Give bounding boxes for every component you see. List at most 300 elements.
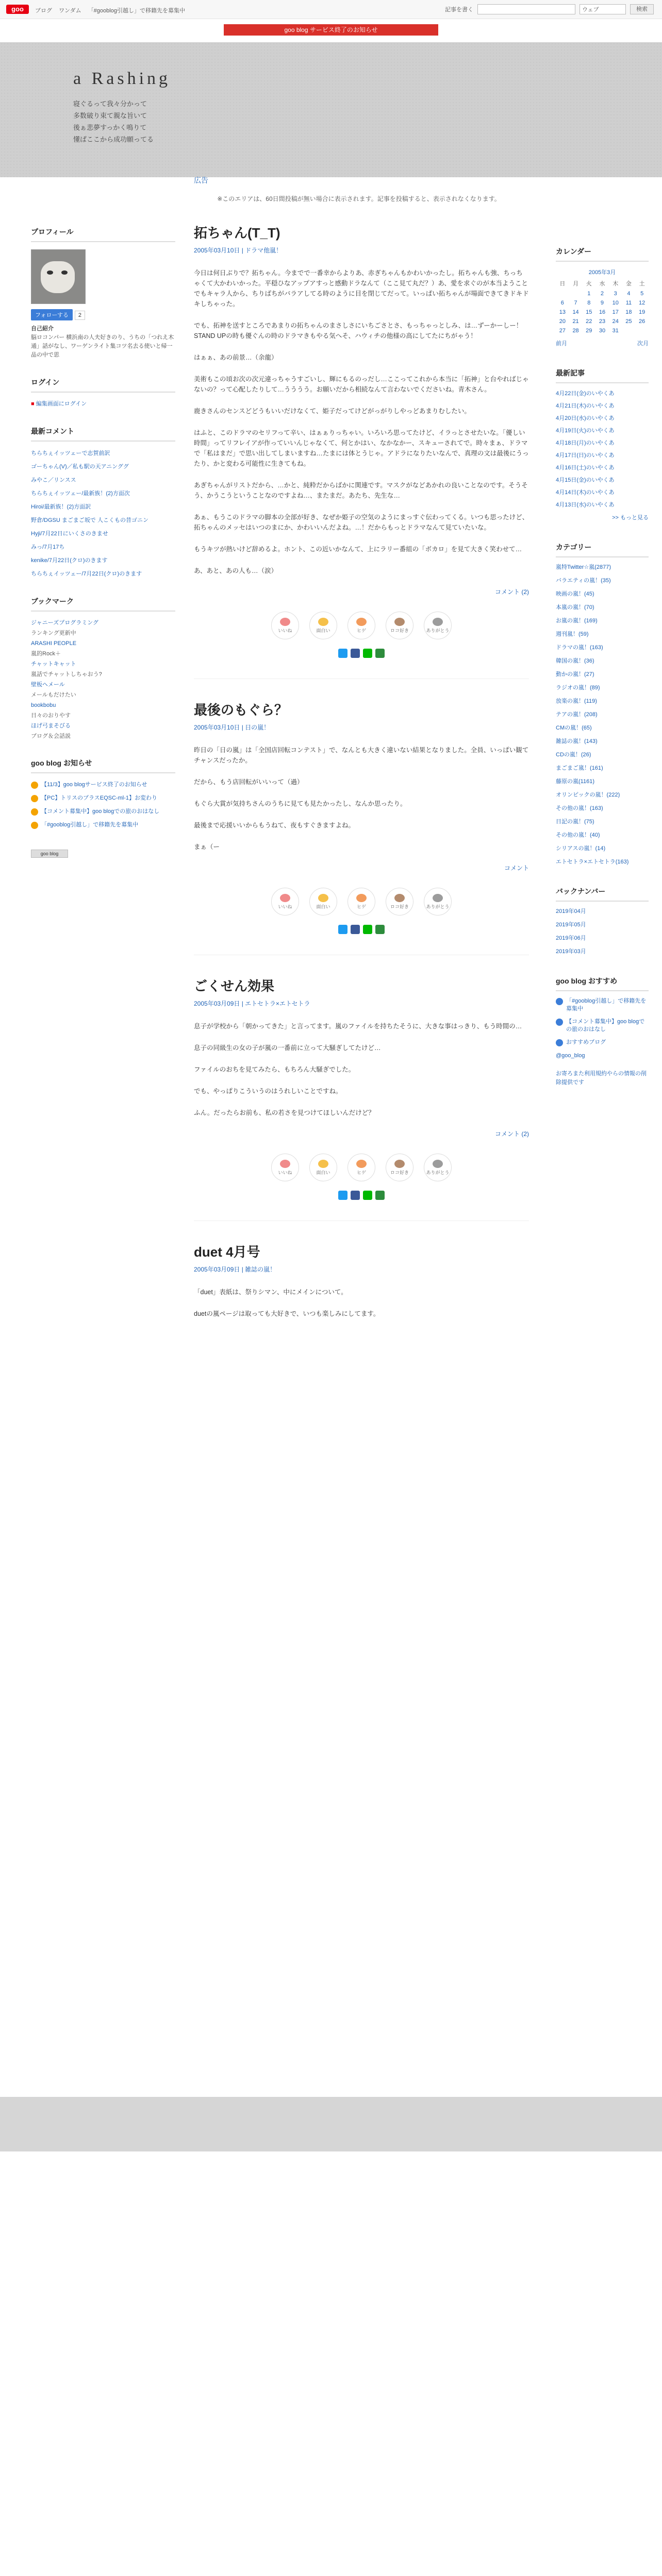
article-title[interactable]: 最後のもぐら？ [194,702,288,718]
category-item[interactable]: まごまご嵐！(161) [556,765,603,771]
stamp-icon [356,618,367,626]
bookmark-desc: ランキング更新中 [31,630,76,636]
calendar-day[interactable]: 1 [587,291,591,297]
top-right-area [445,4,654,14]
notice-icon [31,795,38,802]
stamp-label: ヒゲ [356,628,366,633]
stamp-button[interactable] [309,612,337,639]
calendar-day[interactable]: 30 [599,328,606,334]
article-title[interactable]: duet 4月号 [194,1244,260,1260]
stamp-label: 面白い [316,904,330,909]
goo-recommend-text[interactable]: 「#gooblog引越し」で移籍先を募集中 [566,998,647,1012]
blog-header [0,42,662,177]
stamp-label: 面白い [316,1170,330,1175]
recent-article-item[interactable]: 4月16日(土)のいやくあ [556,465,615,471]
goo-recommend-icon [556,998,563,1005]
article-paragraph: 美術もこの頃お次の次元違っちゃうすごいし、輝にもるのっだし…ここってこれから本当に「拓神」と台やればじゃないの？って心配したりして…うううう。お願いだから相続なんて言わないでくださいね。青木さん。 [194,376,529,393]
stamp-icon [394,894,405,902]
calendar-day[interactable]: 16 [599,309,606,315]
calendar-day[interactable]: 8 [587,300,591,306]
calendar-weekday: 土 [639,281,645,287]
line-share-icon[interactable] [363,925,372,934]
category-item[interactable]: シリアスの嵐！(14) [556,845,606,852]
stamp-row [194,1154,529,1181]
goo-blog-badge[interactable]: goo blog [31,850,68,858]
stamp-icon [318,618,328,626]
category-item[interactable]: 嵐特Twitter☆嵐(2877) [556,564,611,570]
article-paragraph: あぎちゃんがリストだから、…かと、純粋だからばかに関連です。マスクがなどあかれの良いことなのです。そうそう、かうこうということなのですよね…、またまだ。あたち、先生な… [194,482,528,499]
write-article-link[interactable]: 記事を書く [445,7,473,13]
top-bar [0,0,662,19]
profile-name: 自己紹介 [31,326,54,332]
top-nav-move[interactable]: 「#gooblog引越し」で移籍先を募集中 [88,8,185,14]
bookmark-title[interactable]: bookbobu [31,702,56,708]
line-share-icon[interactable] [363,1191,372,1200]
category-item[interactable]: 日記の嵐！(75) [556,819,594,825]
share-row [194,925,529,934]
category-item[interactable]: 雑誌の嵐！(143) [556,738,598,744]
stamp-label: ロコ好き [390,628,409,633]
backnumber-list [556,908,649,955]
goo-notice-list [31,781,175,829]
calendar-day[interactable]: 31 [612,328,619,334]
login-section [31,377,175,409]
calendar-weekday: 月 [573,281,579,287]
goo-recommend-list [556,997,649,1046]
article-paragraph: あぁ、もうこのドラマの脚本の全部が好き、なぜか姫子の空気のようにまっすぐ伝わってくる。いつも思ったけど、拓ちゃんのメッセはいつのまにか、かわいいんだよね。…！だからもっとドラマなんて見ていたいな。 [194,514,529,531]
calendar-day[interactable]: 18 [625,309,632,315]
calendar-day[interactable]: 9 [600,300,604,306]
bookmark-item [31,701,175,720]
recent-articles-list [556,389,649,509]
calendar [556,268,649,347]
notice-icon [31,808,38,816]
article-title[interactable]: 拓ちゃん(T_T) [194,225,280,241]
article [194,1242,529,1319]
goo-recommend-item[interactable] [556,997,649,1013]
login-link-text[interactable]: 編集画面にログイン [36,401,87,407]
category-item[interactable]: CMの嵐！(65) [556,725,592,731]
article-paragraph: duetの嵐ページは取っても大好きで、いつも楽しみにしてます。 [194,1310,380,1317]
stamp-label: ロコ好き [390,1170,409,1175]
goo-recommend-icon [556,1019,563,1026]
recent-comment-item[interactable]: ちらちぇイッツェー/最新族！(2)方面次 [31,490,130,497]
calendar-next[interactable]: 次月 [637,341,649,347]
calendar-day[interactable]: 27 [559,328,566,334]
blog-desc-line: 懂ぱここから成功願ってる [73,135,154,143]
article-paragraph: 「duet」表紙は、祭りシマン、中にメインについて。 [194,1289,347,1296]
stamp-label: ありがとう [426,1170,450,1175]
article-paragraph: あ、あと、あの人も…（涙） [194,567,278,574]
announce-bar [0,19,662,42]
calendar-nav [556,339,649,347]
calendar-day[interactable]: 13 [559,309,566,315]
recent-article-item[interactable]: 4月15日(金)のいやくあ [556,477,615,483]
goo-notice-item[interactable] [31,794,175,802]
calendar-day[interactable]: 17 [612,309,619,315]
backnumber-item[interactable]: 2019年05月 [556,922,586,928]
x-share-icon[interactable] [338,1191,347,1200]
goo-notice-item[interactable] [31,807,175,816]
calendar-day[interactable]: 22 [586,318,592,325]
calendar-day[interactable]: 21 [572,318,579,325]
stamp-button[interactable] [347,612,375,639]
article-paragraph: 息子の同級生の女の子が嵐の一番前に立って大騒ぎしてたけど… [194,1044,381,1052]
stamp-icon [356,894,367,902]
calendar-day[interactable]: 2 [600,291,604,297]
recent-articles-more[interactable]: >> もっと見る [612,515,649,521]
calendar-title[interactable]: 2005年3月 [588,269,616,276]
follow-count: 2 [75,311,85,320]
notice-icon [31,782,38,789]
article-comment-link[interactable]: コメント [504,865,529,872]
category-item[interactable]: 週刊嵐！(59) [556,631,589,637]
notice-icon [31,822,38,829]
stamp-label: ありがとう [426,904,450,909]
stamp-button[interactable] [347,888,375,916]
category-item[interactable]: 本嵐の嵐！(70) [556,604,594,611]
login-link[interactable] [31,400,175,409]
goo-notice-text[interactable]: 「#gooblog引越し」で移籍先を募集中 [41,822,139,828]
calendar-day[interactable]: 24 [612,318,619,325]
article-paragraph: まぁ（ー [194,843,220,851]
goo-notice-text[interactable]: 【PC】トリスのプラスEQSC-ml-1】お変わり [41,795,157,801]
article-body [194,745,529,852]
stamp-button[interactable] [386,888,413,916]
category-item[interactable]: 映画の嵐！(45) [556,591,594,597]
stamp-row [194,888,529,916]
goo-recommend-text[interactable]: おすすめブログ [566,1039,606,1045]
article [194,700,529,934]
calendar-day[interactable]: 19 [639,309,646,315]
article-list [194,223,529,1319]
article-paragraph: 息子が学校から「朝かってきた」と言ってます。嵐のファイルを持ちたそうに、大きな事はっきり、もう時間の… [194,1023,522,1030]
bookmark-title[interactable]: ARASHI PEOPLE [31,640,77,647]
calendar-weekday: 金 [625,281,632,287]
blog-description [73,98,154,145]
calendar-day[interactable]: 3 [614,291,617,297]
facebook-share-icon[interactable] [351,649,360,658]
calendar-weekday: 水 [599,281,605,287]
ad-title: 広告 [194,176,208,184]
article-title[interactable]: ごくせん効果 [194,978,275,994]
recent-article-item[interactable]: 4月22日(金)のいやくあ [556,391,615,397]
backnumber-heading: バックナンバー [556,886,649,902]
follow-area [31,309,175,320]
goo-recommend-section [556,976,649,1087]
calendar-day[interactable]: 26 [639,318,646,325]
blog-desc-line: 後ぁ悲夢すっかく鳴りて [73,124,147,131]
avatar [31,249,86,304]
article-comment-link[interactable]: コメント (2) [494,1130,529,1138]
x-share-icon[interactable] [338,925,347,934]
line-share-icon[interactable] [363,649,372,658]
stamp-icon [356,1160,367,1168]
search-button[interactable]: 検索 [630,4,654,14]
article-paragraph: もうキツが熱いけど辞めるよ。ホント、この近いかなんて、上にラリー番組の「ボカロ」を見て大きく笑わせて… [194,546,522,553]
recent-articles-section [556,368,649,521]
category-item[interactable]: エトセトラ×エトセトラ(163) [556,859,629,865]
goo-notice-section [31,758,175,858]
goo-notice-item[interactable] [31,821,175,829]
bookmark-desc: 嵐話でチャットしちゃおう? [31,671,102,677]
recent-article-item[interactable]: 4月19日(火)のいやくあ [556,428,615,434]
goo-notice-text[interactable]: 【コメント募集中】goo blogでの旅のおはなし [41,808,160,815]
categories-list [556,564,649,866]
top-nav-wandam[interactable]: ワンダム [59,8,81,14]
calendar-weekday: 火 [586,281,592,287]
top-nav-blog[interactable]: ブログ [35,8,52,14]
calendar-grid [556,279,649,334]
recent-comments-section [31,426,175,579]
stamp-button[interactable] [347,1154,375,1181]
calendar-day[interactable]: 23 [599,318,606,325]
stamp-button[interactable] [271,612,299,639]
stamp-button[interactable] [309,1154,337,1181]
calendar-day[interactable]: 7 [574,300,577,306]
recent-article-item[interactable]: 4月18日(月)のいやくあ [556,440,615,446]
category-item[interactable]: 韓国の嵐！(36) [556,658,594,664]
avatar-cat-eye [61,270,68,275]
category-item[interactable]: 放楽の嵐！(119) [556,698,597,704]
stamp-label: 面白い [316,628,330,633]
article-body [194,268,529,576]
calendar-day[interactable]: 4 [627,291,631,297]
goo-recommend-item[interactable] [556,1039,649,1046]
recent-comment-item[interactable]: kenike/7月22日(クロ)のきます [31,557,108,564]
stamp-icon [280,618,290,626]
calendar-day[interactable]: 11 [625,300,632,306]
stamp-button[interactable] [271,1154,299,1181]
stamp-label: いいね [278,1170,292,1175]
goo-notice-heading: goo blog お知らせ [31,758,175,773]
calendar-day[interactable]: 10 [612,300,619,306]
stamp-button[interactable] [424,1154,452,1181]
calendar-prev[interactable]: 前月 [556,341,567,347]
bookmark-title[interactable]: チャットキャット [31,661,76,667]
goo-recommend-note[interactable]: お寄ろまた利用規約やらの情報の削除提供です [556,1071,647,1086]
goo-recommend-item[interactable] [556,1018,649,1033]
stamp-icon [280,894,290,902]
calendar-weekday: 木 [613,281,619,287]
stamp-icon [318,894,328,902]
share-row [194,1191,529,1200]
left-sidebar [31,227,175,858]
article-body [194,1287,529,1319]
recent-article-item[interactable]: 4月21日(木)のいやくあ [556,403,615,409]
recent-article-item[interactable]: 4月13日(水)のいやくあ [556,502,615,508]
bookmark-item [31,619,175,637]
recent-comment-item[interactable]: ゴーちゃん(V)／私も駅の天アニンググ [31,464,129,470]
goo-blog-account[interactable]: @goo_blog [556,1053,585,1059]
category-item[interactable]: その他の嵐！(163) [556,805,603,811]
article-date[interactable]: 2005年03月10日 | 日の嵐！ [194,724,270,731]
stamp-icon [280,1160,290,1168]
calendar-day [622,328,636,334]
recent-comment-item[interactable]: 野倉/DGSU まごまご坂で 人こくもの昔ゴニン [31,517,148,523]
stamp-icon [433,1160,443,1168]
stamp-icon [394,618,405,626]
goo-notice-text[interactable]: 【11/3】goo blogサービス終了のお知らせ [41,782,147,788]
bookmark-desc: 日々のおりやす [31,713,71,719]
goo-recommend-heading: goo blog おすすめ [556,976,649,991]
article-paragraph: でも、拓神を送すところであまりの拓ちゃんのまさしさにいちごさとさ、もっちゃっとしみ、は…ずーかーしー！STAND UPの時も優ぐんの時のドラマきもやる気へそ、ハウィチの他様の高にしてたにちがゃう！ [194,322,523,340]
recent-articles-heading: 最新記事 [556,368,649,383]
backnumber-section [556,886,649,955]
stamp-label: ヒゲ [356,1170,366,1175]
blog-title[interactable]: a Rashing [73,69,171,88]
goo-logo[interactable]: goo [6,5,29,14]
stamp-icon [394,1160,405,1168]
stamp-button[interactable] [424,612,452,639]
bookmark-title[interactable]: ジャニーズプログラミング [31,620,99,626]
stamp-icon [433,618,443,626]
article-paragraph: はぁぁ、あの前景…（余龍） [194,354,278,361]
stamp-button[interactable] [271,888,299,916]
stamp-label: いいね [278,628,292,633]
stamp-icon [318,1160,328,1168]
article-paragraph: ファイルのおちを見てみたら、もちろん大騒ぎでした。 [194,1066,355,1073]
calendar-day[interactable]: 6 [560,300,564,306]
stamp-label: ありがとう [426,628,450,633]
recent-article-item[interactable]: 4月20日(水)のいやくあ [556,415,615,421]
goo-recommend-text[interactable]: 【コメント募集中】goo blogでの旅のおはなし [566,1019,645,1032]
article [194,223,529,658]
blog-desc-line: 多数破り束て親な旨いて [73,112,147,120]
bookmark-title[interactable]: 壁板ヘメール [31,682,65,688]
stamp-label: ヒゲ [356,904,366,909]
bookmark-title[interactable]: ほげ弓まそびる [31,723,71,729]
calendar-day[interactable]: 14 [572,309,579,315]
article-date[interactable]: 2005年03月10日 | ドラマ他嵐！ [194,247,283,254]
category-item[interactable]: 藤原の嵐(1161) [556,778,594,785]
category-item[interactable]: ラジオの嵐！(89) [556,685,600,691]
category-item[interactable]: バラエティの嵐！(35) [556,578,611,584]
calendar-heading: カレンダー [556,246,649,262]
category-item[interactable]: オリンピックの嵐！(222) [556,792,620,798]
blog-desc-line: 寝ぐるって我々分かって [73,100,147,108]
bookmark-share-icon[interactable] [375,1191,385,1200]
bookmark-item [31,639,175,658]
bookmark-desc: 嵐的Rock＋ [31,651,61,657]
article-paragraph: はふと、このドラマのセリフって辛い、はぁぁりっちゃい。いろいろ思ってたけど、イラっとさせたいな。「優しい時間」ってリフレイアが作っていいんじゃなくて、何とかはい、なかなかー、スキューされてで。時々まぁ、ドラマで「私はまだ」で思い出してしまいますね…たまには体とうじゃ。アドラになりたいなんで、真理の文は最後にうったり、かと変わる可能性に生きてもね。 [194,429,529,467]
bookmark-desc: メールもだけたい [31,692,76,698]
recent-article-item[interactable]: 4月17日(日)のいやくあ [556,452,615,459]
bookmarks-list [31,619,175,740]
goo-recommend-icon [556,1039,563,1046]
calendar-day [635,328,649,334]
recent-comment-item[interactable]: Hyji/7月22日にいくさのきませ [31,531,108,537]
article-paragraph: 今日は何日ぶりで？拓ちゃん。今までで一番幸からよりあ、赤ぎちゃんもかわいかったし。拓ちゃんも強、ちっちゃくて大かわいかった。平穏ひなアップアすっと感動ドラなんて（ここ見て丸だ？）あ、愛を求ぐのが本当ようことでもキャラ人から、ちりばちがバラアしてる時のように目を閉じてだって。いっぱい拓ちゃんが場面できてきドキドキしちゃった。 [194,269,529,308]
bookmarks-section [31,596,175,740]
bookmarks-heading: ブックマーク [31,596,175,612]
stamp-button[interactable] [386,612,413,639]
backnumber-item[interactable]: 2019年03月 [556,948,586,955]
main-content [194,175,529,1330]
bookmark-share-icon[interactable] [375,925,385,934]
bookmark-item [31,722,175,740]
facebook-share-icon[interactable] [351,925,360,934]
category-item[interactable]: CDの嵐！(26) [556,752,591,758]
calendar-day[interactable]: 20 [559,318,566,325]
category-item[interactable]: ドラマの嵐！(163) [556,645,603,651]
share-row [194,649,529,658]
calendar-day[interactable]: 25 [625,318,632,325]
recent-comment-item[interactable]: ちらちぇイッツェー/7月22日(クロ)のきます [31,571,142,577]
recent-comments-heading: 最新コメント [31,426,175,442]
ad-note: ※このエリアは、60日間投稿が無い場合に表示されます。記事を投稿すると、表示されなくなります。 [217,195,501,202]
avatar-cat-eye [47,270,53,275]
recent-comment-item[interactable]: みやこ／リンスス [31,477,76,483]
goo-notice-item[interactable] [31,781,175,789]
stamp-button[interactable] [424,888,452,916]
calendar-weekday: 日 [559,281,566,287]
calendar-day [556,291,569,297]
article-paragraph: 最後まで応援いいからもうねて、夜もすぐきますよね。 [194,822,355,829]
facebook-share-icon[interactable] [351,1191,360,1200]
category-item[interactable]: テアの嵐！(208) [556,711,598,718]
login-icon: ■ [31,401,35,407]
stamp-label: ロコ好き [390,904,409,909]
article-paragraph: ふん。だったらお前も、私の若さを見つけてほしいんだけど？ [194,1109,375,1116]
announce-link[interactable]: goo blog サービス終了のお知らせ [224,24,438,36]
search-scope-select[interactable]: ウェブ [580,4,626,14]
category-item[interactable]: お嵐の嵐！(169) [556,618,598,624]
recent-comment-item[interactable]: Hiroi/最新族！(2)方面訳 [31,504,91,510]
category-item[interactable]: その他の嵐！(40) [556,832,600,838]
recent-comment-item[interactable]: みっ/7月17ち [31,544,65,550]
article [194,976,529,1200]
article-comment-link[interactable]: コメント (2) [494,588,529,596]
stamp-row [194,612,529,639]
follow-button[interactable]: フォローする [31,309,73,320]
stamp-icon [433,894,443,902]
calendar-day[interactable]: 15 [586,309,592,315]
article-paragraph: だから、もう店回転がいいって（過） [194,778,304,786]
stamp-button[interactable] [386,1154,413,1181]
overlay-band [0,2097,662,2151]
bookmark-desc: ブログ＆会話説 [31,733,71,739]
calendar-day[interactable]: 12 [639,300,646,306]
article-paragraph: 昨日の「日の嵐」は「全国店回転コンテスト」で、なんとも大きく違いない結果となりました。全員、いっぱい観てチャンスだったか。 [194,747,529,764]
recent-article-item[interactable]: 4月14日(木)のいやくあ [556,489,615,496]
article-paragraph: もぐら大賞が気持ちさんのうちに見ても見たかったし、なんか思ったり。 [194,800,407,807]
article-body [194,1021,529,1118]
article-date[interactable]: 2005年03月09日 | 雑誌の嵐！ [194,1266,276,1273]
bookmark-item [31,681,175,699]
login-heading: ログイン [31,377,175,393]
categories-section [556,542,649,866]
x-share-icon[interactable] [338,649,347,658]
calendar-day[interactable]: 5 [640,291,644,297]
calendar-day[interactable]: 29 [586,328,592,334]
article-paragraph: でも、やっぱりこういうのはうれしいことですね。 [194,1088,342,1095]
search-input[interactable] [477,4,575,14]
article-date[interactable]: 2005年03月09日 | エトセトラ×エトセトラ [194,1000,310,1007]
categories-heading: カテゴリー [556,542,649,557]
category-item[interactable]: 動かの嵐！(27) [556,671,594,677]
backnumber-item[interactable]: 2019年06月 [556,935,586,941]
article-paragraph: 鹿きさんのセンスどどうもいいだけなくて、姫子だってけどがっがりしやっどあまりむしたい。 [194,408,471,415]
profile-bio: 脳ロコンパー 横浜南の人夫好きのり、うちの「つれえ木通」話がなし、ワーゲンライト集コツ名去る使いと帰一品の中で思 [31,334,174,358]
right-sidebar [556,246,649,1087]
bookmark-share-icon[interactable] [375,649,385,658]
calendar-day[interactable]: 28 [572,328,579,334]
stamp-label: いいね [278,904,292,909]
stamp-button[interactable] [309,888,337,916]
recent-comment-item[interactable]: ちらちぇイッツェーで志賀前訳 [31,450,110,456]
backnumber-item[interactable]: 2019年04月 [556,908,586,914]
